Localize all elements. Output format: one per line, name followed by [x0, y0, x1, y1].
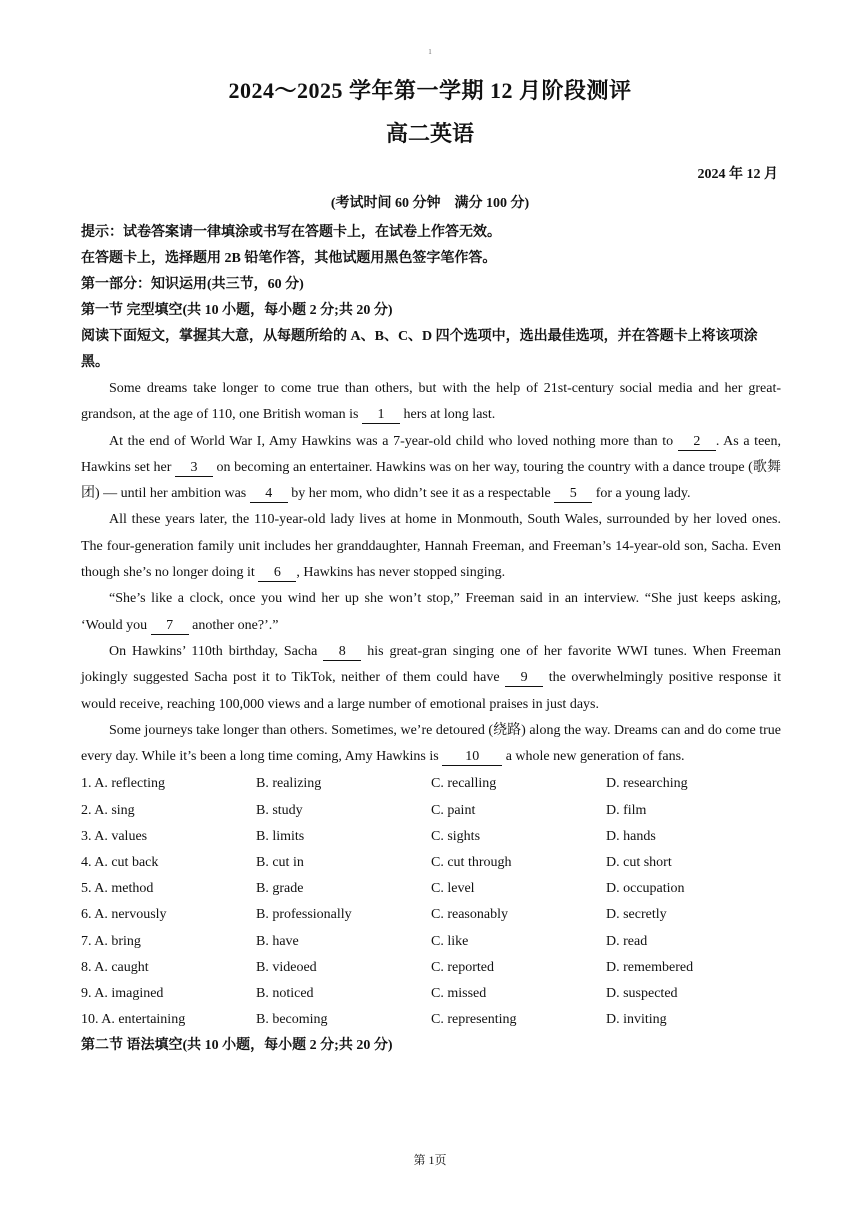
exam-time-info: (考试时间 60 分钟 满分 100 分)	[330, 196, 530, 211]
passage-paragraph-3: All these years later, the 110-year-old lady lives at home in Monmouth, South Wales, surrounded by her loved ones. The four-generation family unit includes her granddaughter, Hannah Freeman, and Freeman’s 14-year-old son, Sacha. Even though she’s no longer doing it 6 , Hawkins has never stopped singing.	[81, 512, 781, 581]
options-row: 6. A. nervously B. professionally C. reasonably D. secretly	[81, 907, 667, 923]
options-row: 7. A. bring B. have C. like D. read	[81, 933, 648, 949]
blank-4: 4	[250, 485, 288, 503]
options-row: 3. A. values B. limits C. sights D. hands	[81, 828, 656, 844]
exam-content	[81, 220, 781, 1059]
notice-pencil: 在答题卡上，选择题用 2B 铅笔作答，其他试题用黑色签字笔作答。	[81, 251, 497, 266]
options-row: 10. A. entertaining B. becoming C. representing D. inviting	[81, 1012, 667, 1028]
options-row: 9. A. imagined B. noticed C. missed D. suspected	[81, 985, 678, 1001]
exam-subject: 高二英语	[385, 121, 474, 146]
passage-paragraph-5: On Hawkins’ 110th birthday, Sacha 8 his great-gran singing one of her favorite WWI tunes. When Freeman jokingly suggested Sacha post it to TikTok, neither of them could have 9 the overwhelmingly positive response it would receive, reaching 100,000 views and a large number of emotional praises in just days.	[81, 643, 781, 712]
blank-7: 7	[151, 617, 189, 635]
blank-1: 1	[362, 406, 400, 424]
exam-title: 2024～2025 学年第一学期 12 月阶段测评	[228, 78, 632, 103]
section-one-heading: 第一节 完型填空(共 10 小题，每小题 2 分;共 20 分)	[81, 303, 393, 318]
options-row: 4. A. cut back B. cut in C. cut through D. cut short	[81, 855, 672, 871]
exam-date: 2024 年 12 月	[697, 167, 778, 182]
passage-paragraph-4: “She’s like a clock, once you wind her up she won’t stop,” Freeman said in an interview. “She just keeps asking, ‘Would you 7 another one?’.”	[81, 591, 781, 633]
notice-answer-sheet: 提示：试卷答案请一律填涂或书写在答题卡上，在试卷上作答无效。	[81, 225, 501, 240]
blank-5: 5	[554, 485, 592, 503]
blank-10: 10	[442, 748, 502, 766]
section-two-heading: 第二节 语法填空(共 10 小题，每小题 2 分;共 20 分)	[81, 1038, 393, 1054]
passage-paragraph-2: At the end of World War I, Amy Hawkins was a 7-year-old child who loved nothing more than to 2 . As a teen, Hawkins set her 3 on becoming an entertainer. Hawkins was on her way, touring the country with a dance troupe (歌舞团) — until her ambition was 4 by her mom, who didn’t see it as a respectable 5 for a young lady.	[81, 433, 781, 502]
options-row: 1. A. reflecting B. realizing C. recalling D. researching	[81, 776, 688, 792]
blank-6: 6	[258, 564, 296, 582]
options-table	[81, 771, 781, 1033]
page-mark: 1	[428, 48, 432, 56]
options-row: 2. A. sing B. study C. paint D. film	[81, 802, 647, 818]
blank-3: 3	[175, 459, 213, 477]
options-row: 8. A. caught B. videoed C. reported D. remembered	[81, 959, 694, 975]
page-number: 第 1页	[413, 1153, 447, 1167]
passage-paragraph-1: Some dreams take longer to come true than others, but with the help of 21st-century social media and her great-grandson, at the age of 110, one British woman is 1 hers at long last.	[81, 381, 781, 423]
blank-9: 9	[505, 669, 543, 687]
cloze-instruction: 阅读下面短文，掌握其大意，从每题所给的 A、B、C、D 四个选项中，选出最佳选项，并在答题卡上将该项涂黑。	[81, 329, 758, 370]
part-one-heading: 第一部分：知识运用(共三节，60 分)	[81, 277, 304, 292]
blank-2: 2	[678, 433, 716, 451]
blank-8: 8	[323, 643, 361, 661]
passage-paragraph-6: Some journeys take longer than others. Sometimes, we’re detoured (绕路) along the way. Dreams can and do come true every day. While it’s been a long time coming, Amy Hawkins is 10 a whole new generation of fans.	[81, 722, 781, 765]
options-row: 5. A. method B. grade C. level D. occupation	[81, 881, 685, 897]
